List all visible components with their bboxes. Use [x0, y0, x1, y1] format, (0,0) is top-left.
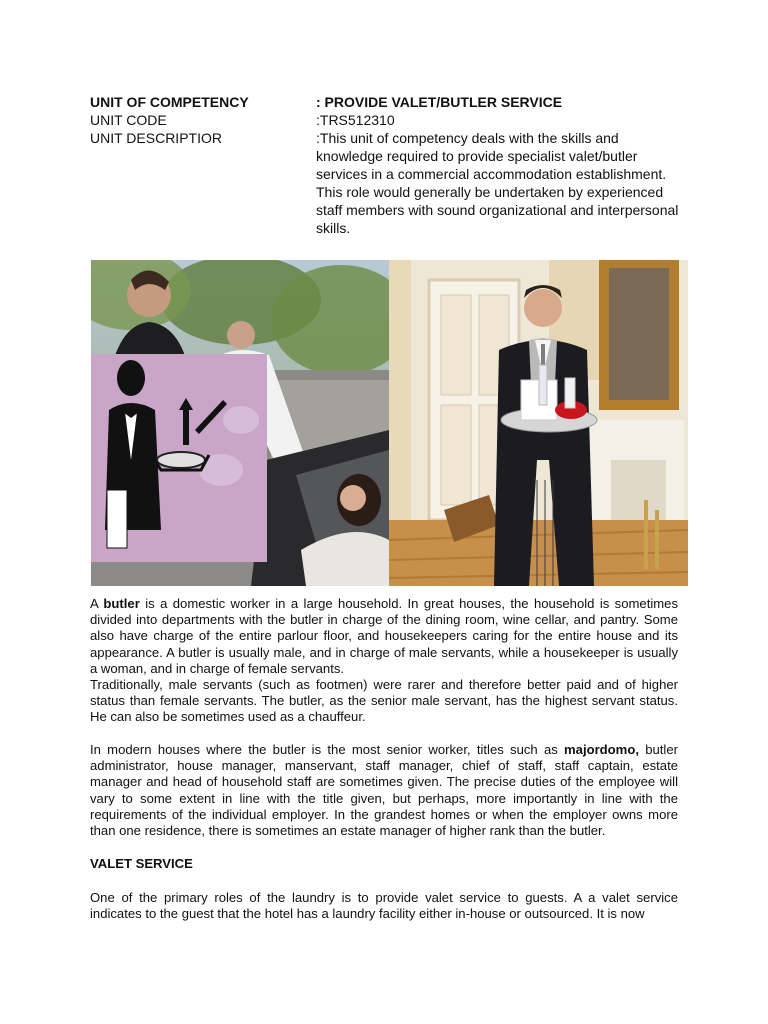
- valet-service-text: One of the primary roles of the laundry is to provide valet service to guests. A a valet service indicates to the guest that the hotel has a laundry facility either in-house or outsourced. It is now: [90, 890, 678, 922]
- unit-code-value: :TRS512310: [316, 112, 395, 128]
- competency-value: : PROVIDE VALET/BUTLER SERVICE: [316, 94, 563, 110]
- header-row-competency: [90, 93, 690, 111]
- header-row-code: [90, 111, 690, 129]
- p3-rest-text: butler administrator, house manager, manservant, staff manager, chief of staff, staff captain, estate manager and head of household staff are sometimes given. The precise duties of the employee will vary to some extent in line with the title given, but perhaps, more importantly in line with the requirements of the individual employer. In the grandest homes or when the employer owns more than one residence, there is sometimes an estate manager of higher rank than the butler.: [90, 742, 678, 839]
- butler-with-tray-photo: [389, 260, 688, 586]
- traditionally-paragraph: Traditionally, male servants (such as footmen) were rarer and therefore better paid and of higher status than female servants. The butler, as the senior male servant, has the highest servant status. He can also be sometimes used as a chauffeur.: [90, 677, 678, 725]
- unit-description-value: :This unit of competency deals with the skills and knowledge required to provide specialist valet/butler services in a commercial accommodation establishment. This role would generally be undertaken by experienced staff members with sound organizational and interpersonal skills.: [316, 130, 679, 236]
- valet-service-heading: VALET SERVICE: [90, 856, 193, 871]
- butler-definition-paragraph: [90, 596, 678, 677]
- butler-paragraphs: [90, 596, 678, 726]
- competency-label: UNIT OF COMPETENCY: [90, 94, 249, 110]
- header-row-description: [90, 129, 690, 237]
- butler-term: butler: [103, 596, 140, 611]
- valet-service-paragraph: [90, 890, 678, 922]
- p1-start-text: A: [90, 596, 104, 611]
- unit-description-label: UNIT DESCRIPTIOR: [90, 130, 222, 146]
- majordomo-term: majordomo,: [564, 742, 639, 757]
- modern-houses-paragraph: [90, 742, 678, 839]
- p3-start-text: In modern houses where the butler is the most senior worker, titles such as: [90, 742, 565, 757]
- unit-code-label: UNIT CODE: [90, 112, 167, 128]
- p1-rest-text: is a domestic worker in a large household. In great houses, the household is sometimes divided into departments with the butler in charge of the dining room, wine cellar, and pantry. Some also have charge of the entire parlour floor, and housekeepers caring for the entire house and its appearance. A butler is usually male, and in charge of male servants, while a housekeeper is usually a woman, and in charge of female servants.: [90, 596, 678, 676]
- modern-houses-text: [90, 742, 678, 839]
- valet-collage-photo: [91, 260, 389, 586]
- unit-header: [90, 93, 690, 237]
